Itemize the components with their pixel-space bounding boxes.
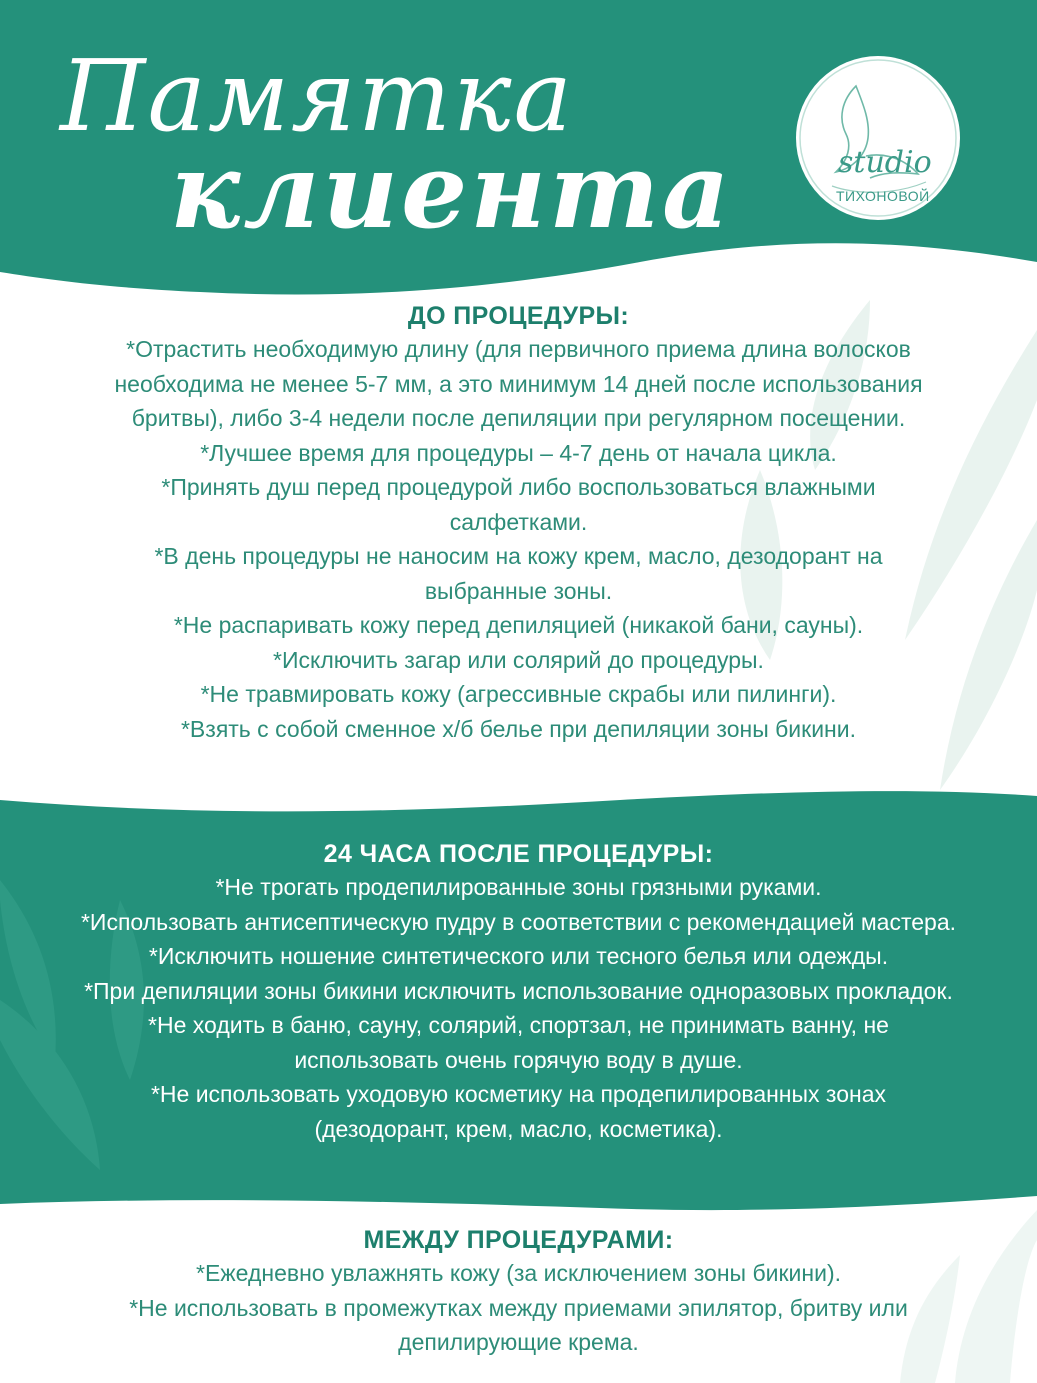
text-line: *Использовать антисептическую пудру в соответствии с рекомендацией мастера. xyxy=(80,908,956,935)
studio-logo xyxy=(796,56,960,220)
text-line: бритвы), либо 3-4 недели после депиляции при регулярном посещении. xyxy=(131,405,906,431)
text-line: депилирующие крема. xyxy=(398,1329,639,1355)
section-heading: МЕЖДУ ПРОЦЕДУРАМИ: xyxy=(363,1226,674,1254)
text-line: *При депиляции зоны бикини исключить использование одноразовых прокладок. xyxy=(84,977,953,1004)
section-heading: 24 ЧАСА ПОСЛЕ ПРОЦЕДУРЫ: xyxy=(323,840,714,868)
section-before-procedure xyxy=(0,300,1037,746)
title-line-1: Памятка xyxy=(60,40,574,154)
text-line: *Не использовать в промежутках между приемами эпилятор, бритву или xyxy=(129,1294,908,1321)
text-line: *Не использовать уходовую косметику на продепилированных зонах xyxy=(150,1081,887,1107)
text-line: *Взять с собой сменное х/б белье при депиляции зоны бикини. xyxy=(180,715,856,742)
text-line: (дезодорант, крем, масло, косметика). xyxy=(314,1115,723,1142)
section-heading: ДО ПРОЦЕДУРЫ: xyxy=(407,302,630,330)
title-line-2: клиента xyxy=(170,129,733,252)
text-line: *Не трогать продепилированные зоны грязными руками. xyxy=(215,874,822,900)
text-line: *Лучшее время для процедуры – 4-7 день от начала цикла. xyxy=(200,439,837,466)
text-line: использовать очень горячую воду в душе. xyxy=(294,1046,743,1073)
logo-name: ТИХОНОВОЙ xyxy=(836,188,930,204)
logo-script: studio xyxy=(838,145,932,180)
text-line: *Не ходить в баню, сауну, солярий, спортзал, не принимать ванну, не xyxy=(148,1012,889,1038)
text-line: салфетками. xyxy=(449,508,588,535)
text-line: *Не распаривать кожу перед депиляцией (никакой бани, сауны). xyxy=(173,612,864,638)
text-line: *Исключить загар или солярий до процедуры. xyxy=(273,646,764,673)
section-after-procedure xyxy=(0,838,1037,1146)
text-line: выбранные зоны. xyxy=(424,577,613,604)
text-line: *Принять душ перед процедурой либо воспользоваться влажными xyxy=(161,474,876,500)
section-between-procedures xyxy=(0,1224,1037,1360)
text-line: *В день процедуры не наносим на кожу крем, масло, дезодорант на xyxy=(154,543,883,569)
text-line: *Исключить ношение синтетического или тесного белья или одежды. xyxy=(148,943,889,969)
text-line: *Ежедневно увлажнять кожу (за исключением зоны бикини). xyxy=(196,1260,841,1286)
page-title xyxy=(60,20,780,260)
text-line: *Не травмировать кожу (агрессивные скрабы или пилинги). xyxy=(200,681,837,707)
text-line: необходима не менее 5-7 мм, а это минимум 14 дней после использования xyxy=(114,370,923,397)
text-line: *Отрастить необходимую длину (для первичного приема длина волосков xyxy=(126,336,911,362)
